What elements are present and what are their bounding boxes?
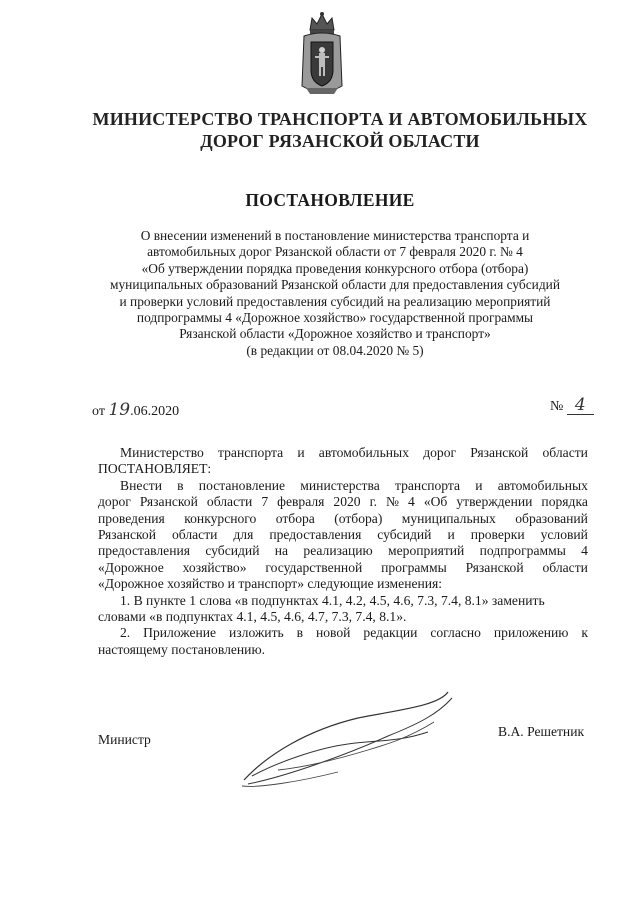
word: № — [386, 494, 400, 510]
subject-line: «Об утверждении порядка проведения конкурсного отбора (отбора) — [141, 260, 529, 276]
word: государственной — [265, 559, 363, 575]
word: области — [542, 445, 588, 460]
word: дорог — [423, 445, 457, 460]
word: г. — [369, 494, 378, 510]
word: отбора — [275, 510, 315, 526]
word: 4 — [408, 494, 415, 510]
word: области — [206, 494, 253, 510]
word: редакции — [363, 625, 418, 641]
word: автомобильных — [318, 445, 409, 460]
word: приложению — [493, 625, 569, 641]
word: на — [274, 543, 289, 559]
word: Рязанской — [470, 445, 529, 460]
word: дорог — [98, 494, 131, 510]
word: Приложение — [143, 625, 217, 641]
word: транспорта — [394, 477, 461, 493]
subject-line: подпрограммы 4 «Дорожное хозяйство» государственной программы — [136, 310, 534, 326]
word: субсидий — [205, 543, 260, 559]
word: подпрограммы — [479, 543, 566, 559]
word: «Об — [423, 494, 448, 510]
document-type-title: ПОСТАНОВЛЕНИЕ — [245, 190, 415, 210]
body-line: ПОСТАНОВЛЯЕТ: — [98, 461, 212, 477]
word: изложить — [229, 625, 284, 641]
list-item-1-cont: словами «в подпунктах 4.1, 4.5, 4.6, 4.7, 7.3, 7.4, 8.1». — [98, 609, 407, 625]
body-line — [98, 527, 588, 543]
subject-line: и проверки условий предоставления субсидий на реализацию мероприятий — [119, 293, 551, 309]
document-number — [550, 395, 594, 415]
word: образований — [515, 510, 588, 526]
body-line: «Дорожное хозяйство и транспорт» следующие изменения: — [98, 576, 443, 592]
word: новой — [315, 625, 351, 641]
subject-line: муниципальных образований Рязанской области для предоставления субсидий — [110, 277, 560, 293]
subject-line: Рязанской области «Дорожное хозяйство и транспорт» — [179, 326, 491, 342]
body-line — [98, 560, 588, 576]
word: проведения — [98, 510, 165, 526]
word: Министерство — [120, 445, 204, 460]
body-line — [98, 445, 588, 461]
document-date — [92, 400, 179, 420]
ministry-name-line-1: МИНИСТЕРСТВО ТРАНСПОРТА И АВТОМОБИЛЬНЫХ — [92, 109, 588, 129]
body-line — [98, 494, 588, 510]
word: февраля — [277, 494, 325, 510]
word: предоставления — [269, 527, 362, 543]
word: Внести — [120, 477, 162, 493]
word: автомобильных — [497, 477, 588, 493]
number-handwritten: 4 — [574, 395, 586, 415]
word: 4 — [581, 543, 588, 559]
word: предоставления — [98, 543, 191, 559]
list-item-2 — [98, 625, 588, 641]
word: Рязанской — [139, 494, 198, 510]
number-prefix: № — [550, 399, 564, 414]
word: муниципальных — [401, 510, 496, 526]
ministry-name-line-2: ДОРОГ РЯЗАНСКОЙ ОБЛАСТИ — [200, 131, 480, 151]
word: (отбора) — [334, 510, 383, 526]
word: для — [233, 527, 254, 543]
coat-of-arms-icon — [298, 8, 346, 100]
date-day-handwritten: 19 — [108, 400, 131, 420]
word: и — [447, 527, 455, 543]
word: программы — [381, 559, 447, 575]
body-line — [98, 478, 588, 494]
position-label: Министр — [98, 732, 151, 747]
word: в — [177, 477, 184, 493]
ministry-name — [70, 108, 610, 152]
word: субсидий — [377, 527, 432, 543]
word: Рязанской — [98, 527, 156, 543]
list-item-1: 1. В пункте 1 слова «в подпунктах 4.1, 4.2, 4.5, 4.6, 7.3, 7.4, 8.1» заменить — [120, 592, 545, 608]
word: проверки — [470, 527, 525, 543]
date-prefix: от — [92, 404, 105, 419]
subject-line: О внесении изменений в постановление министерства транспорта и — [140, 228, 530, 243]
signatory-name: В.А. Решетник — [498, 724, 585, 739]
word: министерства — [300, 477, 380, 493]
document-subject — [80, 228, 590, 359]
word: 2. — [120, 625, 131, 641]
word: к — [581, 625, 588, 641]
word: порядка — [541, 494, 588, 510]
word: и — [475, 477, 483, 493]
word: транспорта — [218, 445, 284, 460]
word: мероприятий — [388, 543, 465, 559]
word: постановление — [198, 477, 286, 493]
body-line — [98, 543, 588, 559]
list-item-2-cont: настоящему постановлению. — [98, 641, 266, 657]
document-body — [98, 445, 588, 658]
signature-icon — [238, 684, 458, 794]
word: условий — [540, 527, 588, 543]
word: 7 — [261, 494, 269, 510]
body-line — [98, 511, 588, 527]
word: хозяйство» — [182, 559, 247, 575]
word: области — [171, 527, 218, 543]
word: утверждении — [456, 494, 533, 510]
word: 2020 — [333, 494, 361, 510]
word: конкурсного — [184, 510, 257, 526]
word: и — [297, 445, 305, 460]
word: «Дорожное — [98, 559, 164, 575]
word: в — [296, 625, 304, 641]
word: области — [542, 559, 588, 575]
word: Рязанской — [465, 559, 524, 575]
word: реализацию — [303, 543, 373, 559]
word: согласно — [430, 625, 481, 641]
subject-line: (в редакции от 08.04.2020 № 5) — [246, 342, 424, 358]
date-rest: .06.2020 — [130, 404, 180, 419]
subject-line: автомобильных дорог Рязанской области от 7 февраля 2020 г. № 4 — [147, 244, 523, 260]
